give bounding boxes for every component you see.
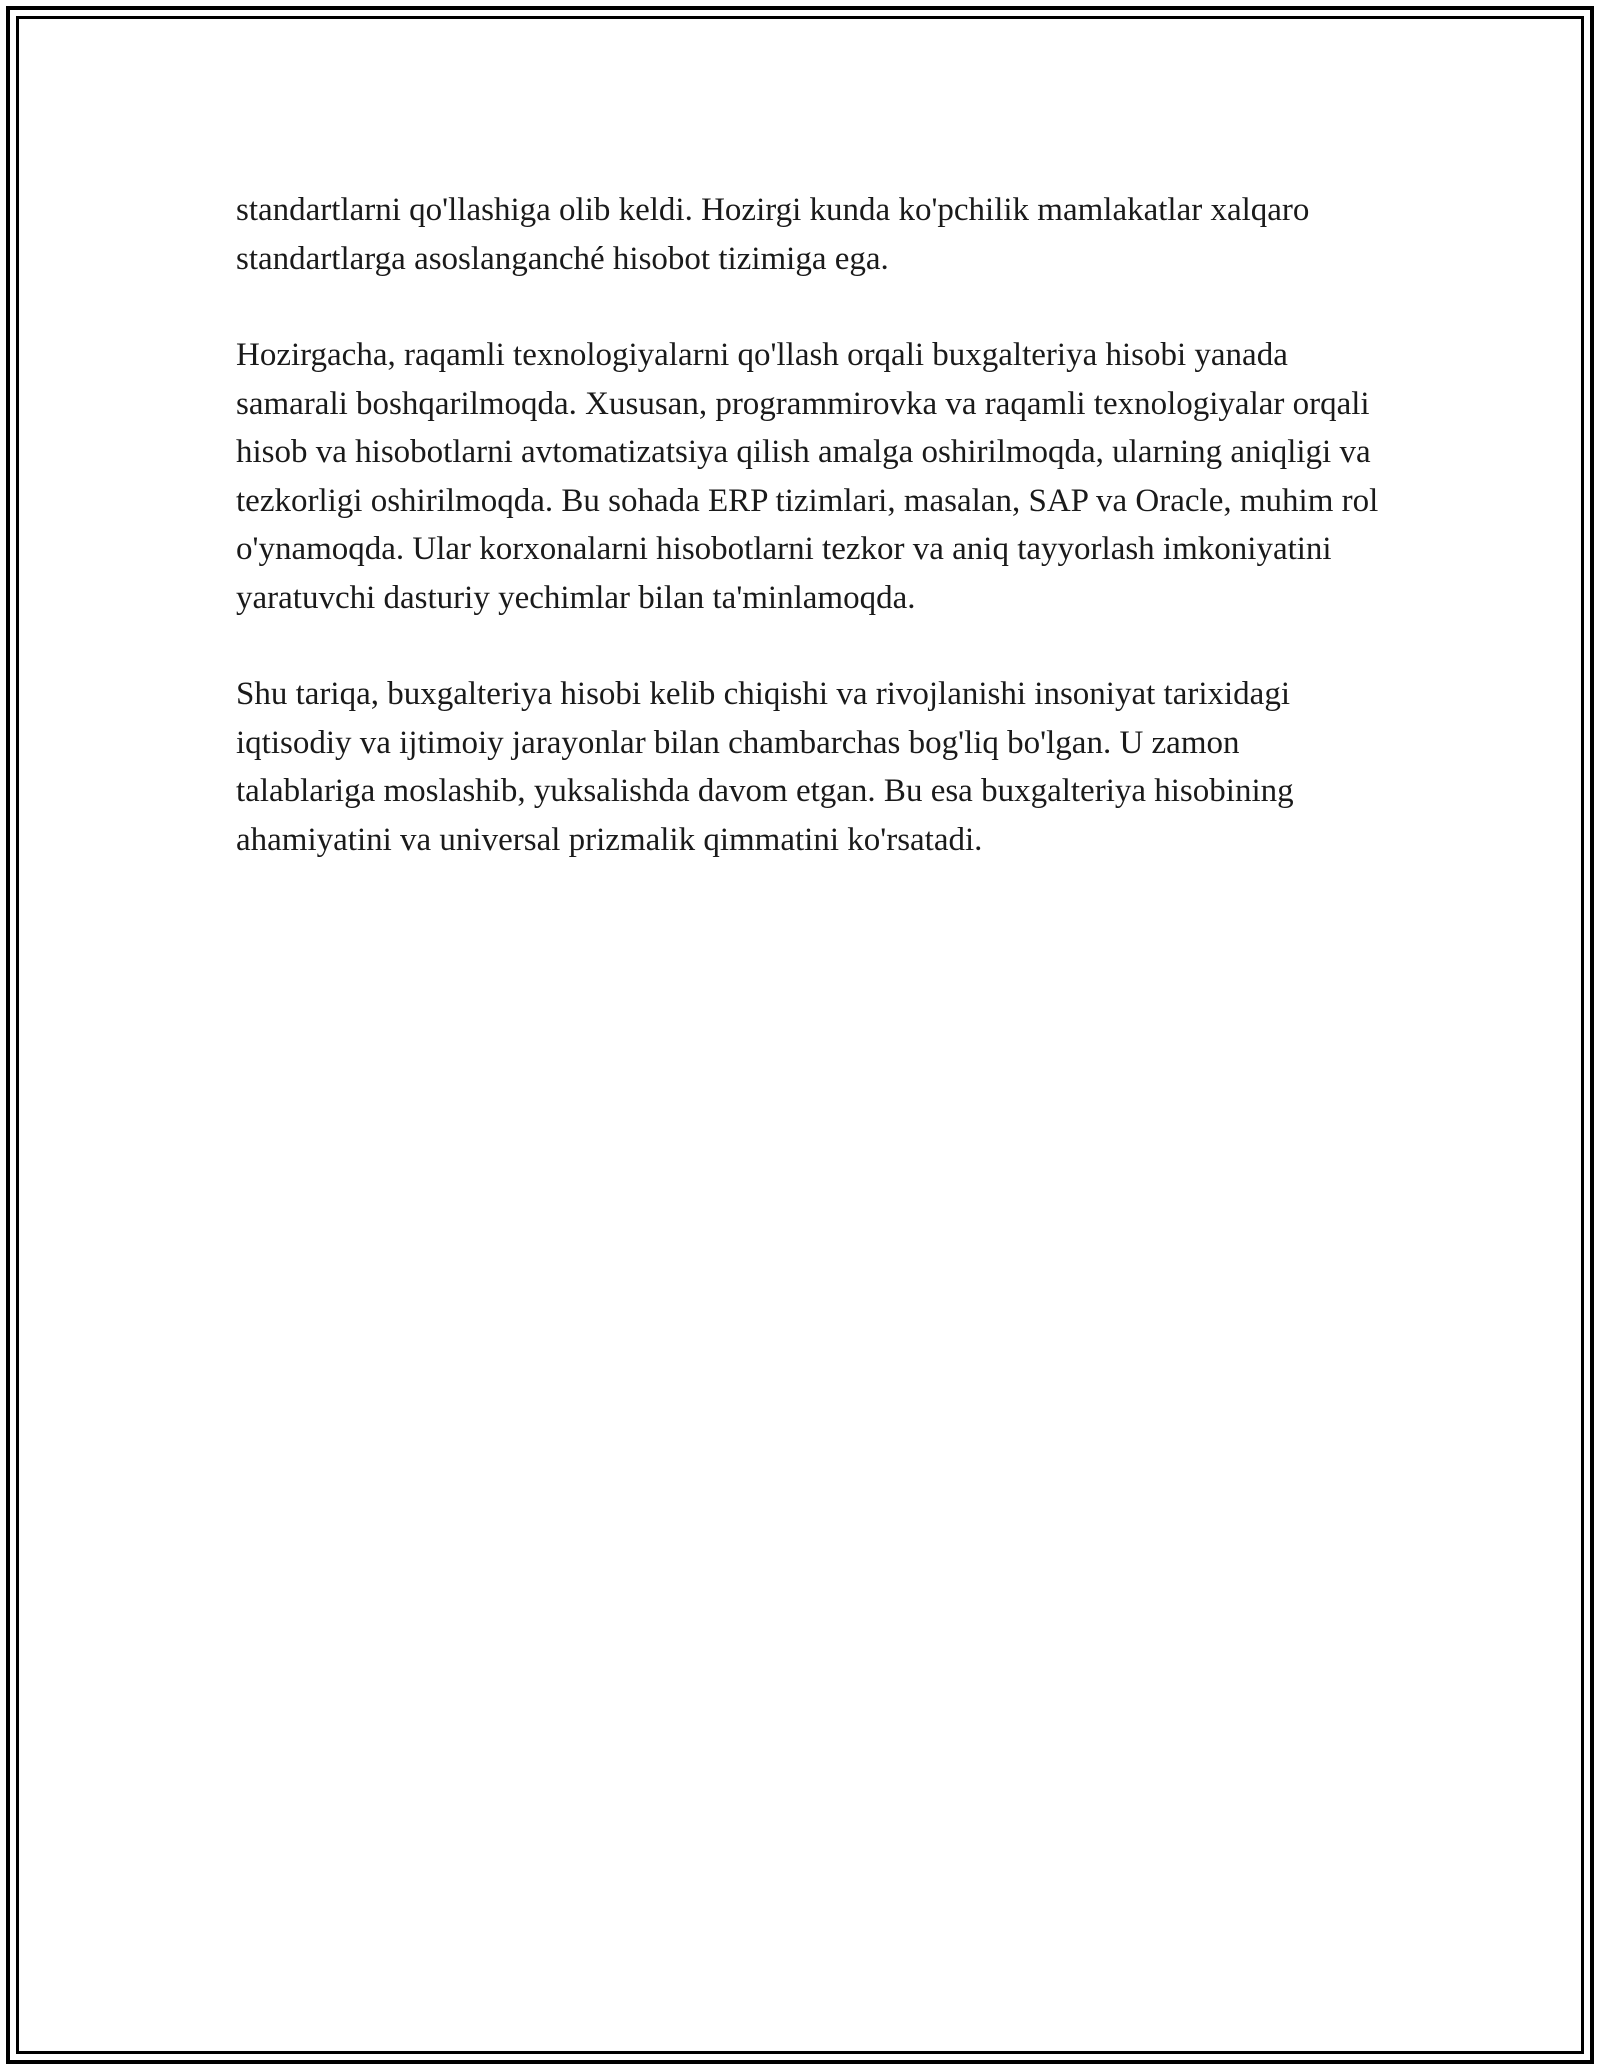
paragraph-2: Hozirgacha, raqamli texnologiyalarni qo'llash orqali buxgalteriya hisobi yanada samarali boshqarilmoqda. Xususan, programmirovka va raqamli texnologiyalar orqali hisob va hisobotlarni avtomatizatsiya qilish amalga oshirilmoqda, ularning aniqligi va tezkorligi oshirilmoqda. Bu sohada ERP tizimlari, masalan, SAP va Oracle, muhim rol o'ynamoqda. Ular korxonalarni hisobotlarni tezkor va aniq tayyorlash imkoniyatini yaratuvchi dasturiy yechimlar bilan ta'minlamoqda. [236,337,1379,616]
document-body [236,186,1386,912]
paragraph-1: standartlarni qo'llashiga olib keldi. Hozirgi kunda ko'pchilik mamlakatlar xalqaro standartlarga asoslanganché hisobot tizimiga ega. [236,192,1310,277]
paragraph-3: Shu tariqa, buxgalteriya hisobi kelib chiqishi va rivojlanishi insoniyat tarixidagi iqtisodiy va ijtimoiy jarayonlar bilan chambarchas bog'liq bo'lgan. U zamon talablariga moslashib, yuksalishda davom etgan. Bu esa buxgalteriya hisobining ahamiyatini va universal prizmalik qimmatini ko'rsatadi. [236,676,1294,858]
